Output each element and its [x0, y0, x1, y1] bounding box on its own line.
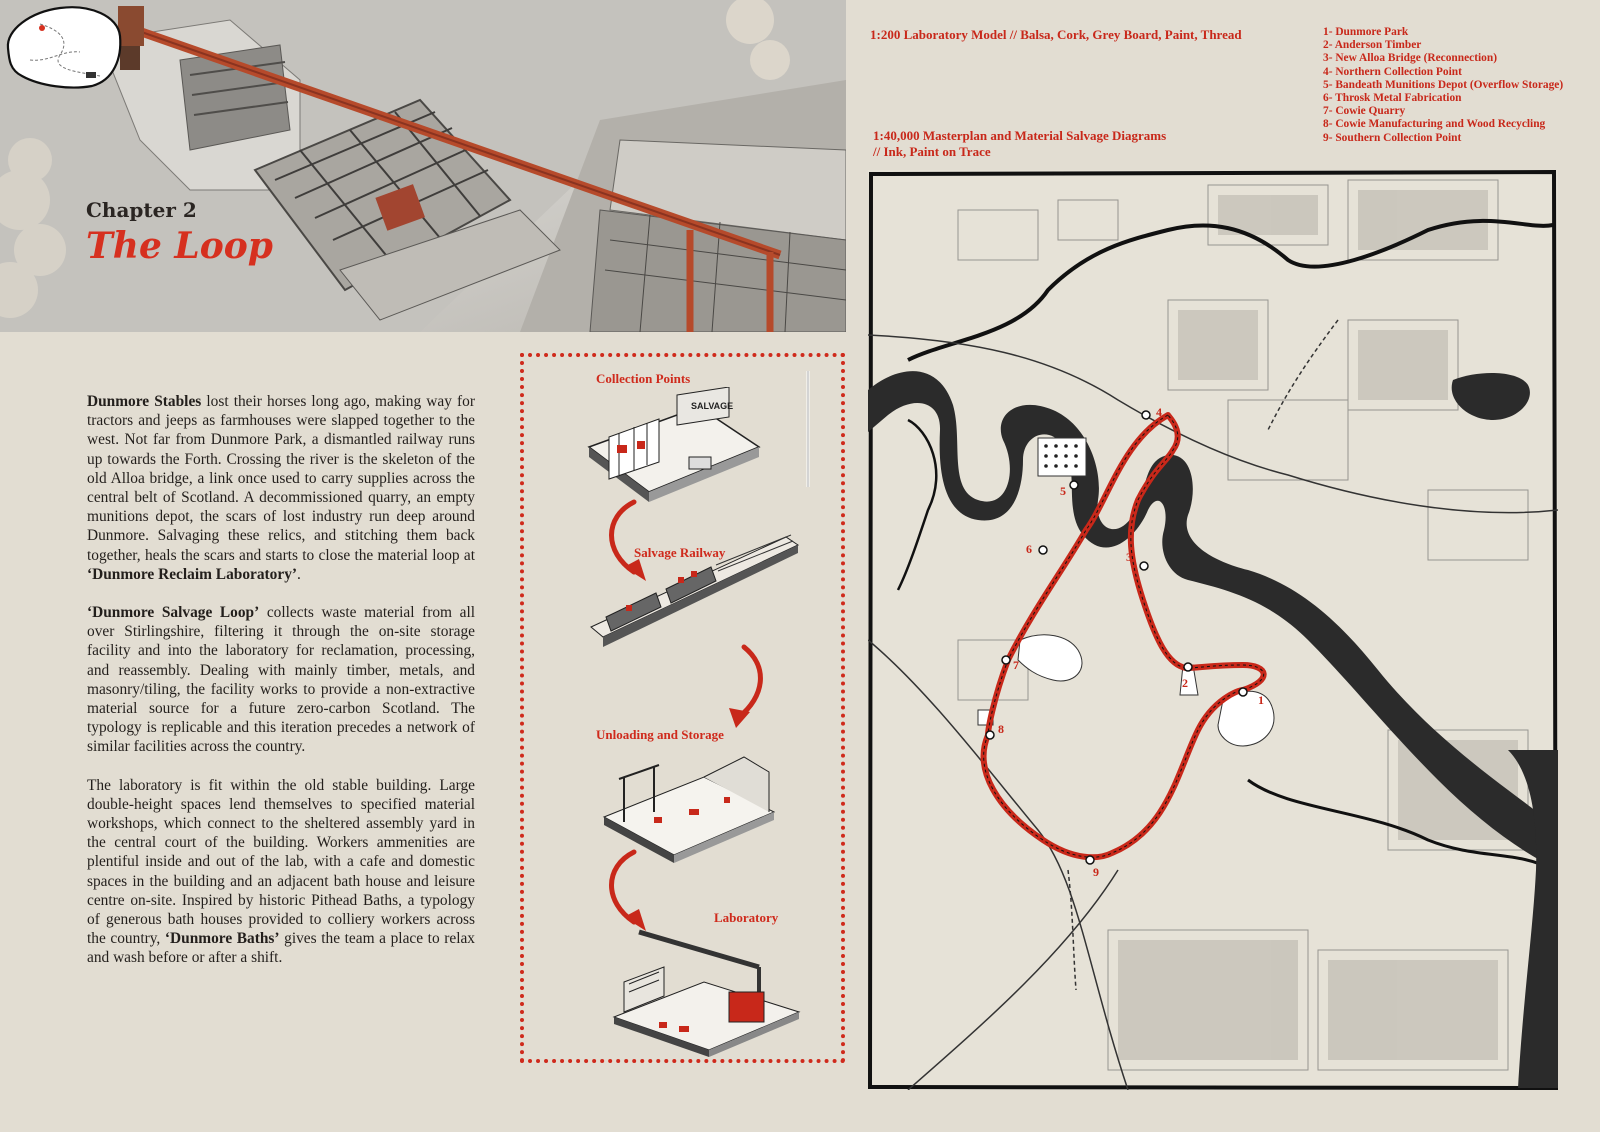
legend-item: 4- Northern Collection Point — [1323, 65, 1462, 78]
paragraph-laboratory — [87, 776, 475, 968]
map-marker-7: 7 — [1013, 658, 1019, 672]
map-marker-9: 9 — [1093, 865, 1099, 879]
punct: . — [297, 565, 301, 583]
collection-point-drawing — [579, 387, 769, 507]
legend-item: 6- Throsk Metal Fabrication — [1323, 92, 1462, 105]
legend-item: 1- Dunmore Park — [1323, 26, 1409, 38]
step-unloading-storage: Unloading and Storage — [596, 727, 724, 742]
map-marker-5: 5 — [1060, 484, 1066, 498]
body-text — [87, 392, 475, 987]
map-marker-8: 8 — [998, 722, 1004, 736]
lead-salvage-loop: ‘Dunmore Salvage Loop’ — [87, 604, 260, 622]
legend-item: 9- Southern Collection Point — [1323, 131, 1462, 144]
chapter-label: Chapter 2 — [86, 198, 197, 222]
lead-dunmore-stables: Dunmore Stables — [87, 393, 202, 410]
scale-bar — [802, 369, 814, 489]
map-marker-6: 6 — [1026, 542, 1032, 556]
legend-item: 3- New Alloa Bridge (Reconnection) — [1323, 52, 1497, 65]
site-locator-icon — [0, 0, 125, 92]
map-marker-4: 4 — [1156, 405, 1162, 419]
map-legend — [1323, 26, 1595, 145]
model-caption: 1:200 Laboratory Model // Balsa, Cork, Grey Board, Paint, Thread — [870, 27, 1242, 42]
paragraph-text: The laboratory is fit within the old stable building. Large double-height spaces lend themselves to specified material workshops, which connect to the sheltered assembly yard in the central court of the building. Workers ammenities are plentiful inside and out of the lab, with a cafe and domestic spaces in the building and an adjacent bath house and leisure centre on-site. Inspired by historic Pithead Baths, a typology of generous bath houses provided to colliery workers across the country, — [87, 776, 475, 948]
model-photo — [0, 0, 846, 332]
page-title: The Loop — [86, 225, 273, 267]
legend-item: 7- Cowie Quarry — [1323, 105, 1406, 118]
paragraph-text: lost their horses long ago, making way for tractors and jeeps as farmhouses were slapped together to the west. Not far from Dunmore Park, a dismantled railway runs up towards the Forth. Crossing the river is the skeleton of the old Alloa bridge, a link once used to carry supplies across the central belt of Scotland. A decommissioned quarry, an empty munitions depot, the scars of lost industry run deep around Dunmore. Salvaging these relics, and stitching them back together, heals the scars and starts to close the material loop at — [87, 393, 475, 564]
salvage-sign: SALVAGE — [691, 401, 734, 411]
baths-name: ‘Dunmore Baths’ — [164, 930, 280, 948]
laboratory-drawing — [609, 922, 809, 1057]
paragraph-stables — [87, 392, 475, 584]
map-marker-3: 3 — [1126, 550, 1132, 564]
map-marker-2: 2 — [1182, 676, 1188, 690]
lab-name: ‘Dunmore Reclaim Laboratory’ — [87, 565, 298, 583]
legend-item: 2- Anderson Timber — [1323, 39, 1422, 52]
step-collection-points: Collection Points — [596, 371, 691, 386]
paragraph-salvage-loop — [87, 603, 475, 757]
map-marker-1: 1 — [1258, 693, 1264, 707]
process-diagram — [520, 353, 845, 1063]
step-salvage-railway: Salvage Railway — [634, 545, 726, 560]
step-laboratory: Laboratory — [714, 910, 779, 925]
masterplan-caption-line1: 1:40,000 Masterplan and Material Salvage Diagrams — [873, 128, 1167, 143]
legend-item: 5- Bandeath Munitions Depot (Overflow Storage) — [1323, 78, 1564, 91]
legend-item: 8- Cowie Manufacturing and Wood Recycling — [1323, 118, 1546, 131]
paragraph-text: collects waste material from all over Stirlingshire, filtering it through the on-site storage facility and into the laboratory for reclamation, processing, and reassembly. Dealing with mainly timber, metals, and masonry/tiling, the facility works to provide a non-extractive material source for a future zero-carbon Scotland. The typology is replicable and this iteration precedes a network of similar facilities across the country. — [87, 604, 475, 756]
paragraph-text: gives the team a place to relax and wash before or after a shift. — [87, 930, 476, 967]
arrow-down-icon — [714, 642, 774, 732]
masterplan-map — [868, 170, 1558, 1090]
masterplan-caption-line2: // Ink, Paint on Trace — [873, 144, 991, 159]
